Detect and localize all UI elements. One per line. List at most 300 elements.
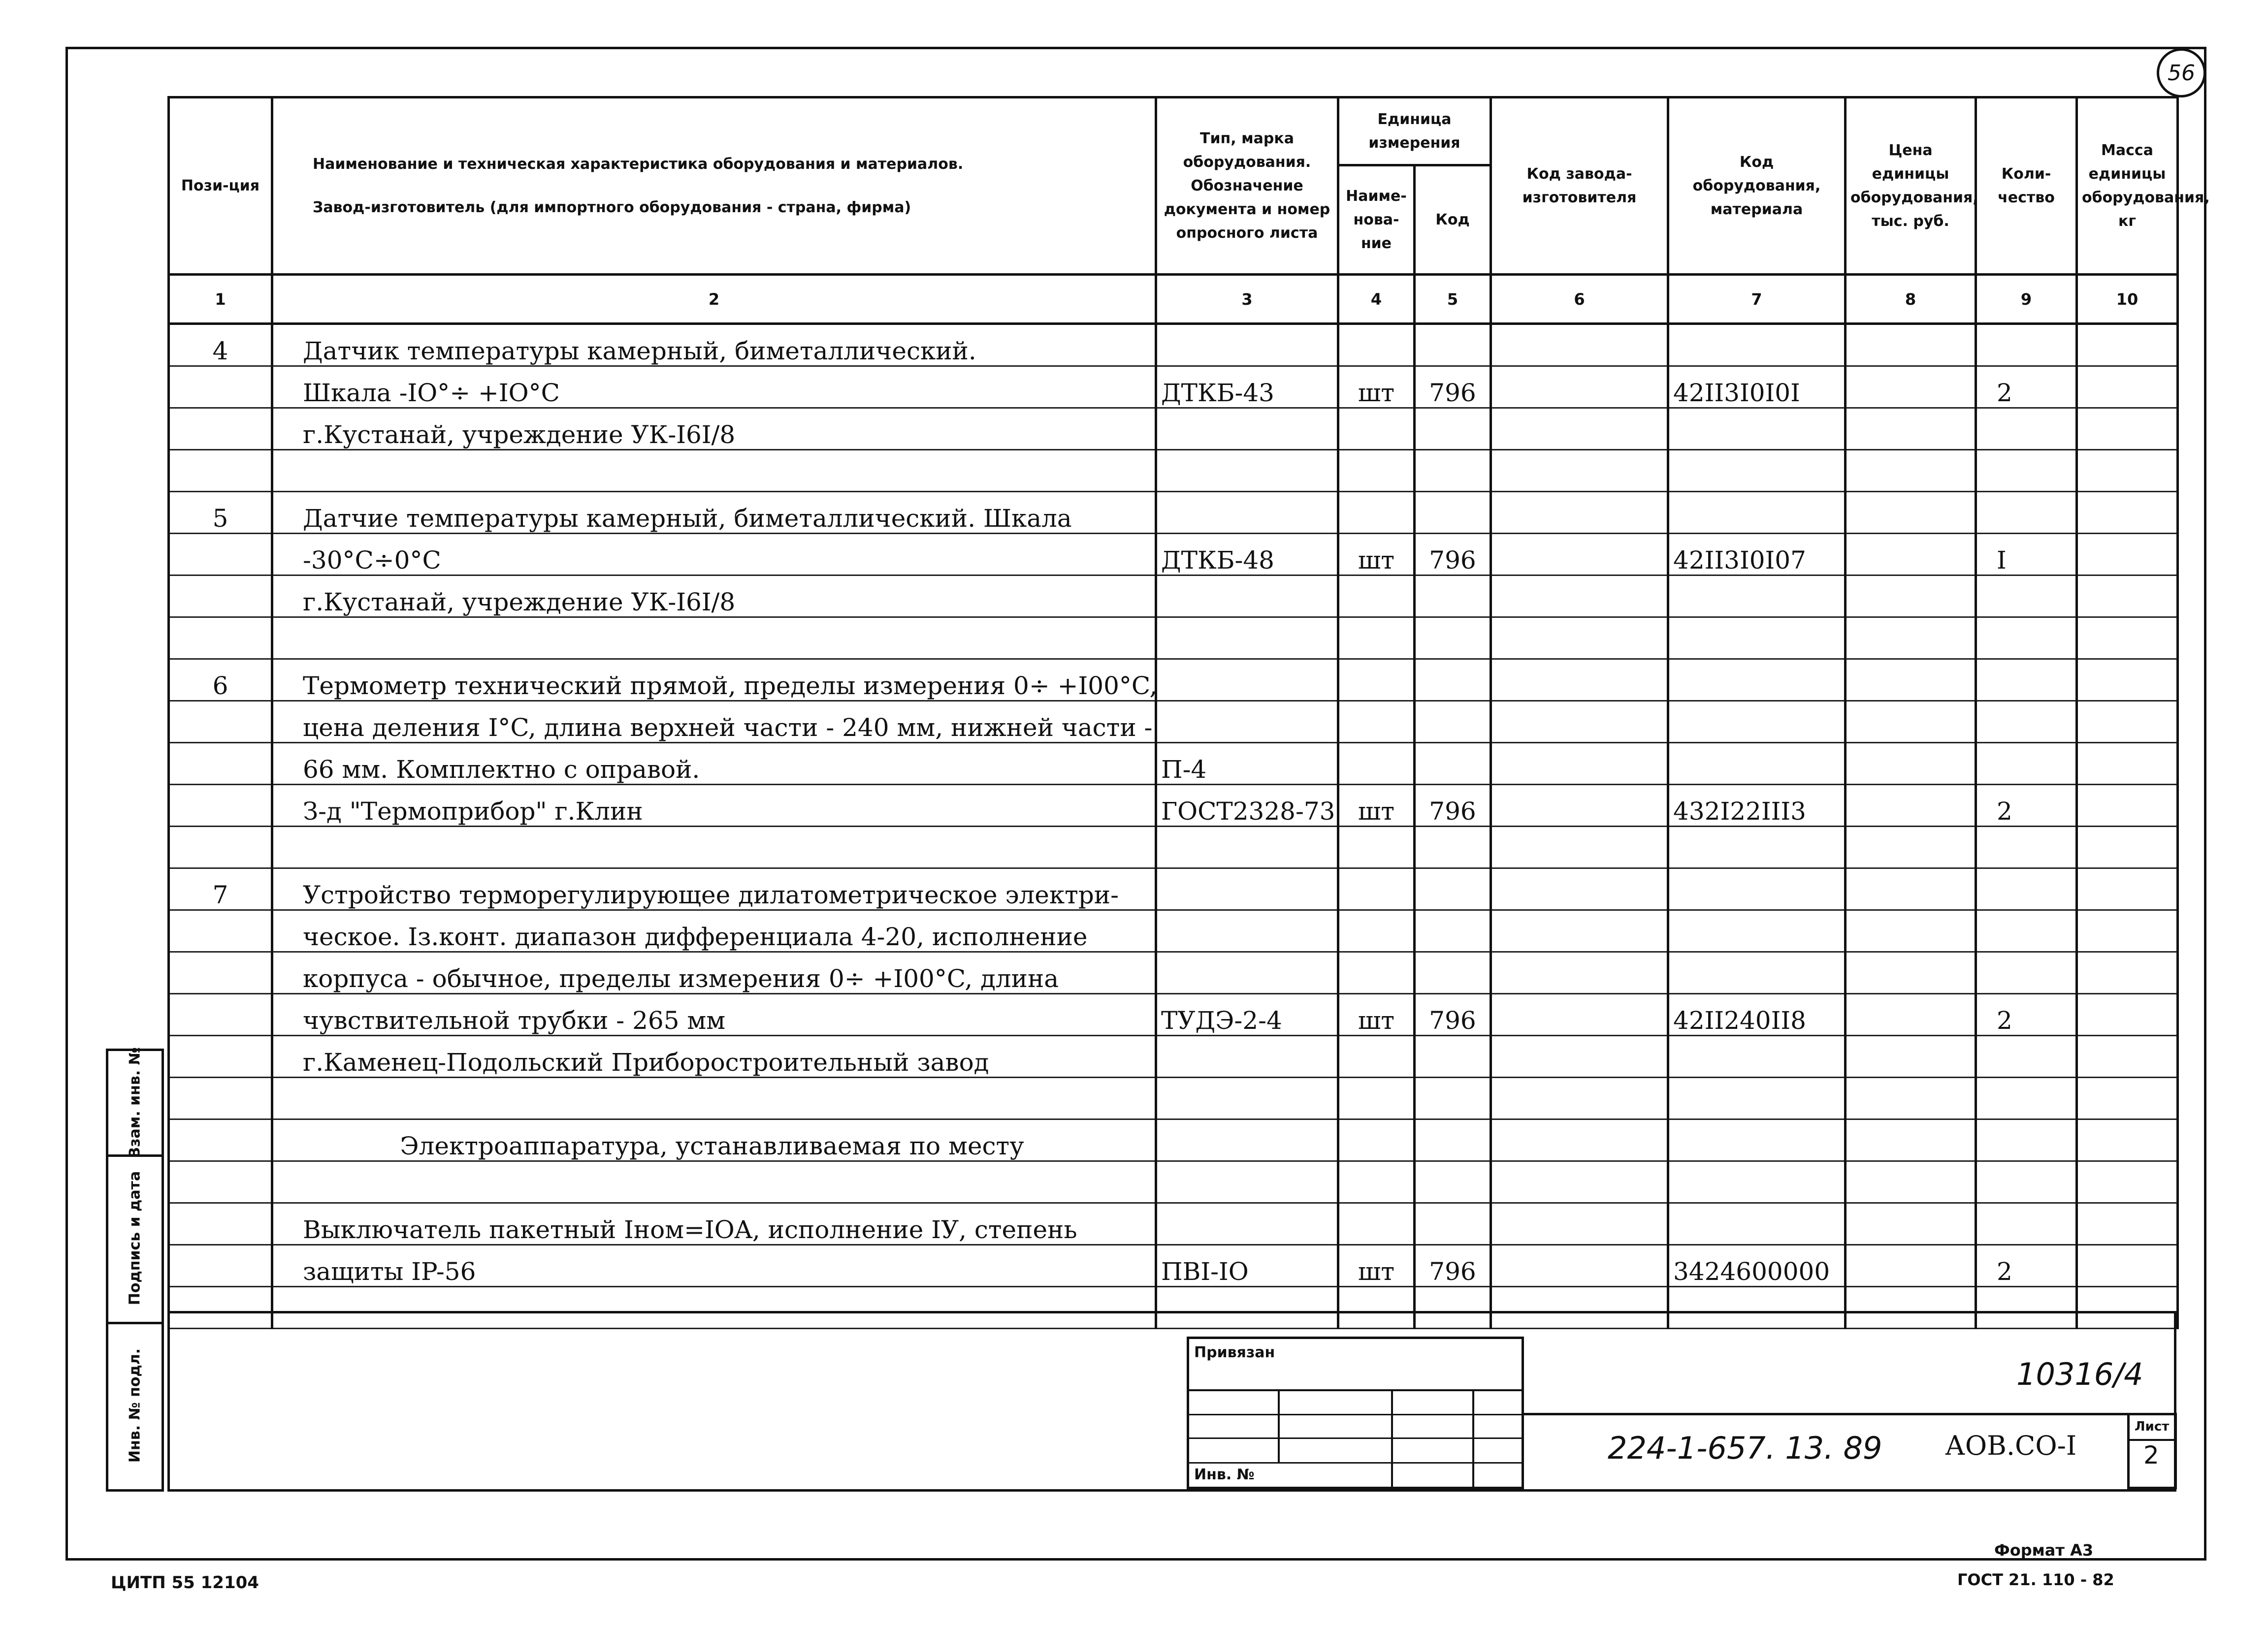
cell-price <box>1846 366 1976 408</box>
cell-position <box>169 785 272 827</box>
cell-price <box>1846 701 1976 743</box>
cell-unit <box>1338 1287 1415 1329</box>
cell-unit-code <box>1415 1078 1491 1119</box>
col-number: 9 <box>1976 275 2077 324</box>
cell-name: Электроаппаратура, устанавливаемая по месту <box>272 1119 1156 1161</box>
cell-type: ПВI-IO <box>1156 1245 1338 1287</box>
designation: АОВ.СО-I <box>1945 1430 2077 1461</box>
cell-mass <box>2077 324 2178 366</box>
cell-material-code <box>1668 408 1846 450</box>
stamp-attached-label: Привязан <box>1194 1344 1275 1361</box>
table-row <box>169 952 2178 994</box>
cell-unit <box>1338 952 1415 994</box>
cell-quantity <box>1976 701 2077 743</box>
cell-unit-code <box>1415 1036 1491 1078</box>
cell-price <box>1846 1078 1976 1119</box>
cell-name: г.Каменец-Подольский Приборостроительный завод <box>272 1036 1156 1078</box>
cell-unit <box>1338 1036 1415 1078</box>
header-factory-code: Код завода-изготовителя <box>1491 97 1668 275</box>
cell-type: ДТКБ-43 <box>1156 366 1338 408</box>
cell-unit-code <box>1415 1161 1491 1203</box>
cell-mass <box>2077 827 2178 868</box>
col-number: 6 <box>1491 275 1668 324</box>
cell-position <box>169 575 272 617</box>
cell-position <box>169 1161 272 1203</box>
col-number: 5 <box>1415 275 1491 324</box>
cell-name: -30°C÷0°C <box>272 534 1156 575</box>
gost-label: ГОСТ 21. 110 - 82 <box>1957 1570 2114 1589</box>
cell-unit-code: 796 <box>1415 366 1491 408</box>
cell-type <box>1156 827 1338 868</box>
cell-factory-code <box>1491 1287 1668 1329</box>
cell-factory-code <box>1491 617 1668 659</box>
cell-type <box>1156 910 1338 952</box>
cell-type <box>1156 450 1338 492</box>
cell-name <box>272 617 1156 659</box>
cell-position <box>169 366 272 408</box>
cell-quantity <box>1976 575 2077 617</box>
header-quantity: Коли-чество <box>1976 97 2077 275</box>
table-body <box>169 275 2178 1329</box>
table-row <box>169 492 2178 534</box>
cell-factory-code <box>1491 1078 1668 1119</box>
table-row <box>169 1161 2178 1203</box>
cell-mass <box>2077 1287 2178 1329</box>
table-row <box>169 868 2178 910</box>
cell-quantity <box>1976 1078 2077 1119</box>
header-mass: Масса единицы оборудования, кг <box>2077 97 2178 275</box>
cell-type <box>1156 1161 1338 1203</box>
table-row <box>169 701 2178 743</box>
cell-unit <box>1338 868 1415 910</box>
cell-position <box>169 827 272 868</box>
cell-unit-code <box>1415 910 1491 952</box>
side-label: Инв. № подл. <box>126 1348 144 1463</box>
attached-stamp <box>1187 1337 1524 1489</box>
cell-quantity <box>1976 1161 2077 1203</box>
cell-quantity <box>1976 450 2077 492</box>
cell-price <box>1846 1119 1976 1161</box>
side-label: Взам. инв. № <box>126 1047 144 1158</box>
cell-mass <box>2077 450 2178 492</box>
cell-type <box>1156 868 1338 910</box>
cell-factory-code <box>1491 575 1668 617</box>
header-name <box>272 97 1156 275</box>
cell-unit-code: 796 <box>1415 785 1491 827</box>
cell-factory-code <box>1491 1161 1668 1203</box>
cell-quantity <box>1976 408 2077 450</box>
cell-unit <box>1338 450 1415 492</box>
cell-position <box>169 534 272 575</box>
cell-position <box>169 617 272 659</box>
cell-factory-code <box>1491 659 1668 701</box>
cell-price <box>1846 617 1976 659</box>
cell-material-code: 42II3I0I0I <box>1668 366 1846 408</box>
cell-name: Шкала -IO°÷ +IO°C <box>272 366 1156 408</box>
cell-position <box>169 1287 272 1329</box>
cell-type <box>1156 1078 1338 1119</box>
cell-factory-code <box>1491 994 1668 1036</box>
cell-mass <box>2077 366 2178 408</box>
cell-factory-code <box>1491 827 1668 868</box>
table-row <box>169 1078 2178 1119</box>
table-row <box>169 743 2178 785</box>
cell-factory-code <box>1491 952 1668 994</box>
cell-material-code <box>1668 1119 1846 1161</box>
side-cell <box>108 1047 162 1158</box>
cell-material-code <box>1668 659 1846 701</box>
cell-name <box>272 1078 1156 1119</box>
cell-price <box>1846 1287 1976 1329</box>
cell-material-code <box>1668 1161 1846 1203</box>
header-name-line1: Наименование и техническая характеристика оборудования и материалов. <box>313 155 964 173</box>
cell-type <box>1156 617 1338 659</box>
cell-mass <box>2077 910 2178 952</box>
cell-name: 66 мм. Комплектно с оправой. <box>272 743 1156 785</box>
cell-factory-code <box>1491 450 1668 492</box>
specification-table <box>167 96 2210 1329</box>
cell-factory-code <box>1491 868 1668 910</box>
cell-factory-code <box>1491 1119 1668 1161</box>
cell-price <box>1846 743 1976 785</box>
cell-quantity <box>1976 868 2077 910</box>
cell-material-code <box>1668 827 1846 868</box>
cell-position <box>169 1203 272 1245</box>
cell-unit <box>1338 408 1415 450</box>
cell-price <box>1846 785 1976 827</box>
cell-price <box>1846 952 1976 994</box>
cell-unit-code <box>1415 952 1491 994</box>
cell-name: корпуса - обычное, пределы измерения 0÷ +I00°C, длина <box>272 952 1156 994</box>
col-number: 8 <box>1846 275 1976 324</box>
cell-unit-code <box>1415 575 1491 617</box>
cell-material-code <box>1668 617 1846 659</box>
cell-material-code <box>1668 324 1846 366</box>
cell-quantity <box>1976 1119 2077 1161</box>
cell-factory-code <box>1491 366 1668 408</box>
cell-type <box>1156 408 1338 450</box>
cell-price <box>1846 492 1976 534</box>
cell-position <box>169 1078 272 1119</box>
header-type: Тип, марка оборудования. Обозначение документа и номер опросного листа <box>1156 97 1338 275</box>
table-row <box>169 324 2178 366</box>
cell-quantity: 2 <box>1976 1245 2077 1287</box>
cell-mass <box>2077 743 2178 785</box>
col-number: 7 <box>1668 275 1846 324</box>
cell-unit-code: 796 <box>1415 994 1491 1036</box>
cell-name: Выключатель пакетный Iном=IOA, исполнение IУ, степень <box>272 1203 1156 1245</box>
cell-mass <box>2077 785 2178 827</box>
cell-position <box>169 450 272 492</box>
cell-unit <box>1338 1078 1415 1119</box>
cell-name: г.Кустанай, учреждение УК-I6I/8 <box>272 575 1156 617</box>
cell-unit: шт <box>1338 785 1415 827</box>
cell-price <box>1846 994 1976 1036</box>
col-number: 4 <box>1338 275 1415 324</box>
col-number: 1 <box>169 275 272 324</box>
cell-unit <box>1338 1203 1415 1245</box>
cell-position <box>169 1245 272 1287</box>
cell-material-code <box>1668 910 1846 952</box>
cell-unit-code <box>1415 659 1491 701</box>
cell-quantity <box>1976 952 2077 994</box>
cell-unit-code <box>1415 827 1491 868</box>
cell-name: защиты IP-56 <box>272 1245 1156 1287</box>
cell-price <box>1846 534 1976 575</box>
cell-factory-code <box>1491 743 1668 785</box>
cell-price <box>1846 1245 1976 1287</box>
cell-unit-code <box>1415 1119 1491 1161</box>
cell-quantity <box>1976 1036 2077 1078</box>
cell-mass <box>2077 1203 2178 1245</box>
cell-quantity: I <box>1976 534 2077 575</box>
cell-unit-code <box>1415 1287 1491 1329</box>
cell-position <box>169 910 272 952</box>
page-number: 56 <box>2157 48 2206 97</box>
cell-type <box>1156 701 1338 743</box>
cell-quantity <box>1976 743 2077 785</box>
cell-mass <box>2077 1036 2178 1078</box>
cell-mass <box>2077 994 2178 1036</box>
cell-unit-code <box>1415 617 1491 659</box>
cell-unit-code <box>1415 450 1491 492</box>
cell-name: Термометр технический прямой, пределы измерения 0÷ +I00°C, <box>272 659 1156 701</box>
cell-material-code <box>1668 952 1846 994</box>
cell-quantity: 2 <box>1976 785 2077 827</box>
cell-type <box>1156 1119 1338 1161</box>
cell-unit: шт <box>1338 1245 1415 1287</box>
sheet-label: Лист <box>2135 1419 2170 1434</box>
table-row <box>169 1036 2178 1078</box>
table-row <box>169 450 2178 492</box>
table-row <box>169 575 2178 617</box>
cell-quantity <box>1976 910 2077 952</box>
stamp-inv-label: Инв. № <box>1194 1466 1255 1483</box>
cell-factory-code <box>1491 1245 1668 1287</box>
cell-mass <box>2077 617 2178 659</box>
cell-price <box>1846 1161 1976 1203</box>
cell-mass <box>2077 1245 2178 1287</box>
cell-material-code <box>1668 1287 1846 1329</box>
cell-material-code: 42II240II8 <box>1668 994 1846 1036</box>
sheet-number: 2 <box>2143 1441 2159 1469</box>
cell-factory-code <box>1491 1203 1668 1245</box>
column-number-row <box>169 275 2178 324</box>
cell-unit <box>1338 701 1415 743</box>
cell-name: чувствительной трубки - 265 мм <box>272 994 1156 1036</box>
cell-mass <box>2077 534 2178 575</box>
sheet-cell <box>2127 1413 2177 1489</box>
cell-mass <box>2077 1078 2178 1119</box>
cell-factory-code <box>1491 408 1668 450</box>
table-row <box>169 1119 2178 1161</box>
col-number: 2 <box>272 275 1156 324</box>
col-number: 10 <box>2077 275 2178 324</box>
cell-price <box>1846 575 1976 617</box>
cell-material-code <box>1668 701 1846 743</box>
cell-quantity <box>1976 659 2077 701</box>
cell-mass <box>2077 868 2178 910</box>
cell-type <box>1156 324 1338 366</box>
cell-unit: шт <box>1338 366 1415 408</box>
cell-price <box>1846 868 1976 910</box>
cell-position <box>169 994 272 1036</box>
table-row <box>169 827 2178 868</box>
cell-mass <box>2077 1161 2178 1203</box>
cell-unit <box>1338 910 1415 952</box>
document-code: 224-1-657. 13. 89 <box>1608 1430 1882 1466</box>
cell-name: Датчик температуры камерный, биметаллический. <box>272 324 1156 366</box>
cell-factory-code <box>1491 701 1668 743</box>
cell-type <box>1156 659 1338 701</box>
table-row <box>169 617 2178 659</box>
table-row <box>169 366 2178 408</box>
format-label: Формат А3 <box>1994 1541 2094 1560</box>
archive-number: 10316/4 <box>2016 1356 2143 1392</box>
cell-mass <box>2077 952 2178 994</box>
cell-factory-code <box>1491 910 1668 952</box>
cell-material-code <box>1668 492 1846 534</box>
table-row <box>169 659 2178 701</box>
cell-quantity <box>1976 617 2077 659</box>
cell-material-code <box>1668 868 1846 910</box>
cell-price <box>1846 1203 1976 1245</box>
cell-factory-code <box>1491 534 1668 575</box>
header-unit-name: Наиме-нова-ние <box>1338 165 1415 275</box>
cell-quantity <box>1976 324 2077 366</box>
cell-name <box>272 1161 1156 1203</box>
side-cell <box>108 1322 162 1489</box>
cell-position: 6 <box>169 659 272 701</box>
cell-position: 5 <box>169 492 272 534</box>
cell-type <box>1156 492 1338 534</box>
cell-price <box>1846 910 1976 952</box>
cell-name: цена деления I°C, длина верхней части - 240 мм, нижней части - <box>272 701 1156 743</box>
cell-factory-code <box>1491 492 1668 534</box>
cell-quantity <box>1976 827 2077 868</box>
cell-type: П-4 <box>1156 743 1338 785</box>
cell-type <box>1156 1287 1338 1329</box>
cell-material-code <box>1668 575 1846 617</box>
cell-position: 4 <box>169 324 272 366</box>
table-row <box>169 994 2178 1036</box>
cell-unit <box>1338 492 1415 534</box>
table-row <box>169 785 2178 827</box>
cell-type <box>1156 1203 1338 1245</box>
cell-type <box>1156 1036 1338 1078</box>
cell-material-code <box>1668 1203 1846 1245</box>
cell-type <box>1156 952 1338 994</box>
cell-factory-code <box>1491 1036 1668 1078</box>
cell-name: Датчие температуры камерный, биметаллический. Шкала <box>272 492 1156 534</box>
header-unit-group: Единица измерения <box>1338 97 1491 165</box>
cell-quantity: 2 <box>1976 994 2077 1036</box>
cell-price <box>1846 450 1976 492</box>
cell-unit <box>1338 1119 1415 1161</box>
cell-unit-code <box>1415 408 1491 450</box>
cell-material-code: 42II3I0I07 <box>1668 534 1846 575</box>
table-row <box>169 1287 2178 1329</box>
cell-name: Устройство терморегулирующее дилатометрическое электри- <box>272 868 1156 910</box>
cell-material-code: 3424600000 <box>1668 1245 1846 1287</box>
cell-unit <box>1338 1161 1415 1203</box>
cell-type: ТУДЭ-2-4 <box>1156 994 1338 1036</box>
side-stamp <box>106 1049 164 1492</box>
cell-price <box>1846 827 1976 868</box>
cell-quantity <box>1976 492 2077 534</box>
table-row <box>169 1203 2178 1245</box>
cell-unit-code <box>1415 701 1491 743</box>
cell-type <box>1156 575 1338 617</box>
header-position: Пози-ция <box>169 97 272 275</box>
cell-unit-code <box>1415 492 1491 534</box>
cell-unit <box>1338 617 1415 659</box>
cell-position <box>169 408 272 450</box>
cell-price <box>1846 659 1976 701</box>
cell-name <box>272 1287 1156 1329</box>
cell-unit <box>1338 827 1415 868</box>
cell-name: З-д "Термоприбор" г.Клин <box>272 785 1156 827</box>
cell-mass <box>2077 492 2178 534</box>
cell-material-code <box>1668 450 1846 492</box>
footer-left-code: ЦИТП 55 12104 <box>111 1573 259 1593</box>
cell-mass <box>2077 659 2178 701</box>
cell-position <box>169 1119 272 1161</box>
side-cell <box>108 1154 162 1324</box>
col-number: 3 <box>1156 275 1338 324</box>
cell-material-code: 432I22III3 <box>1668 785 1846 827</box>
cell-unit: шт <box>1338 534 1415 575</box>
cell-unit: шт <box>1338 994 1415 1036</box>
cell-unit <box>1338 659 1415 701</box>
cell-quantity <box>1976 1287 2077 1329</box>
table-row <box>169 408 2178 450</box>
cell-position: 7 <box>169 868 272 910</box>
cell-material-code <box>1668 743 1846 785</box>
cell-name: ческое. Iз.конт. диапазон дифференциала 4-20, исполнение <box>272 910 1156 952</box>
cell-unit-code <box>1415 324 1491 366</box>
cell-type: ДТКБ-48 <box>1156 534 1338 575</box>
cell-position <box>169 701 272 743</box>
cell-unit-code <box>1415 743 1491 785</box>
cell-name: г.Кустанай, учреждение УК-I6I/8 <box>272 408 1156 450</box>
cell-material-code <box>1668 1036 1846 1078</box>
cell-unit <box>1338 743 1415 785</box>
cell-mass <box>2077 408 2178 450</box>
cell-material-code <box>1668 1078 1846 1119</box>
cell-unit-code <box>1415 1203 1491 1245</box>
table-row <box>169 534 2178 575</box>
table-row <box>169 1245 2178 1287</box>
cell-unit-code: 796 <box>1415 1245 1491 1287</box>
cell-factory-code <box>1491 324 1668 366</box>
cell-price <box>1846 1036 1976 1078</box>
cell-unit-code <box>1415 868 1491 910</box>
cell-price <box>1846 408 1976 450</box>
table-row <box>169 910 2178 952</box>
cell-type: ГОСТ2328-73 <box>1156 785 1338 827</box>
cell-mass <box>2077 1119 2178 1161</box>
cell-quantity <box>1976 1203 2077 1245</box>
cell-name <box>272 450 1156 492</box>
cell-unit <box>1338 575 1415 617</box>
cell-position <box>169 952 272 994</box>
header-price: Цена единицы оборудования, тыс. руб. <box>1846 97 1976 275</box>
cell-unit <box>1338 324 1415 366</box>
cell-mass <box>2077 701 2178 743</box>
cell-factory-code <box>1491 785 1668 827</box>
header-name-line2: Завод-изготовитель (для импортного оборудования - страна, фирма) <box>313 198 911 216</box>
